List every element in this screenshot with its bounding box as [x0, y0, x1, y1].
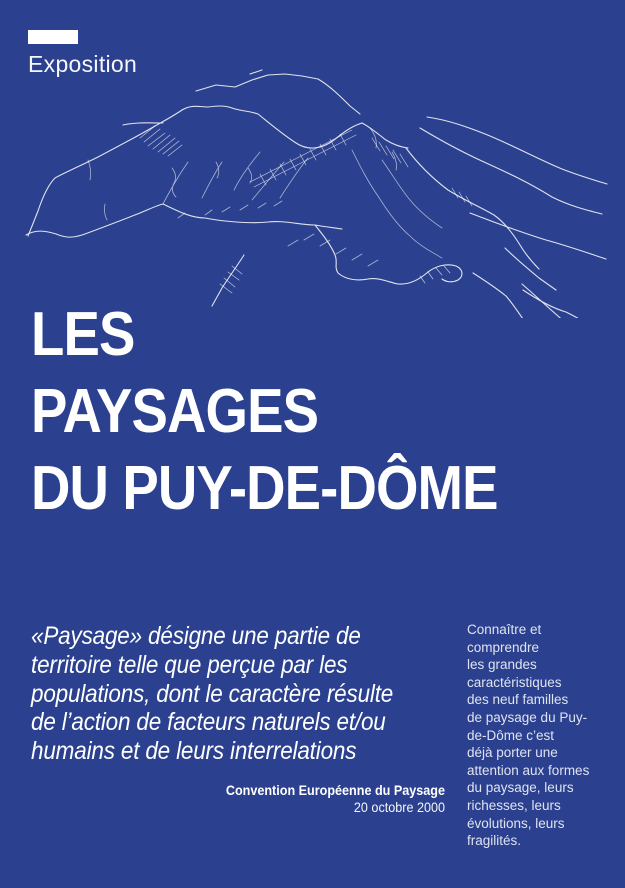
aside-line: Connaître et	[467, 622, 542, 637]
aside-text	[467, 621, 612, 850]
aside-line: de paysage du Puy-	[467, 709, 588, 725]
aside-line: évolutions, leurs	[467, 815, 565, 831]
quote-line: «Paysage» désigne une partie de	[31, 622, 361, 650]
aside-line: les grandes	[467, 657, 537, 673]
kicker-label: Exposition	[28, 51, 138, 77]
title-line-2: PAYSAGES	[31, 377, 319, 446]
attribution-source: Convention Européenne du Paysage	[225, 781, 445, 798]
quote-block	[31, 622, 445, 816]
aside-line: de-Dôme c’est	[467, 727, 555, 743]
quote-line: de l’action de facteurs naturels et/ou	[31, 708, 386, 737]
quote-line: humains et de leurs interrelations	[31, 737, 357, 766]
page-title	[31, 296, 498, 527]
aside-line: déjà porter une	[467, 745, 558, 761]
aside-line: richesses, leurs	[467, 797, 561, 813]
quote-line: populations, dont le caractère résulte	[31, 679, 394, 708]
aside-line: comprendre	[467, 639, 540, 655]
aside-line: fragilités.	[467, 833, 522, 849]
quote-line: territoire telle que perçue par les	[31, 650, 348, 679]
mountain-sketch-illustration	[0, 68, 625, 318]
quote-attribution	[31, 782, 445, 816]
aside-line: caractéristiques	[467, 674, 562, 690]
title-line-1: LES	[31, 300, 135, 369]
aside-line: des neuf familles	[467, 692, 569, 708]
kicker-block	[28, 30, 78, 44]
title-line-3: DU PUY-DE-DÔME	[31, 454, 498, 523]
aside-line: du paysage, leurs	[467, 780, 574, 796]
aside-line: attention aux formes	[467, 762, 590, 778]
attribution-date: 20 octobre 2000	[353, 798, 445, 815]
